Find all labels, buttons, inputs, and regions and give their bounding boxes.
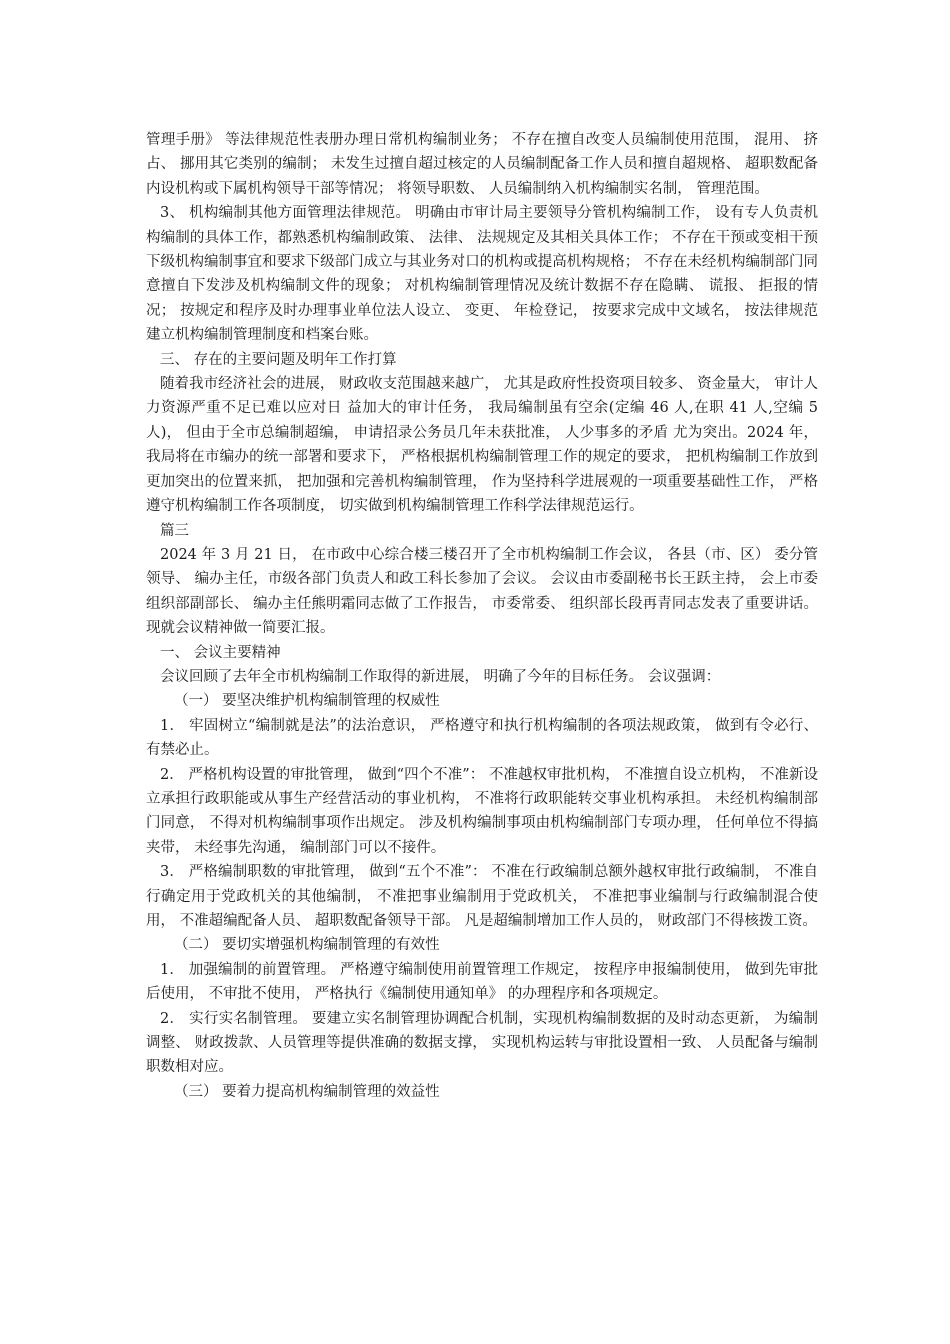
paragraph: 随着我市经济社会的进展， 财政收支范围越来越广， 尤其是政府性投资项目较多、 资金量大， 审计人力资源严重不足已难以应对日 益加大的审计任务， 我局编制虽有空余(定编 46 人,在职 41 人,空编 5 人)， 但由于全市总编制超编， 申请招录公务员几年未获批准， 人少事多的矛盾 尤为突出。2024 年， 我局将在市编办的统一部署和要求下， 严格根据机构编制管理工作的规定的要求， 把机构编制工作放到更加突出的位置来抓， 把加强和完善机构编制管理， 作为坚持科学进展观的一项重要基础性工作， 严格遵守机构编制工作各项制度， 切实做到机构编制管理工作科学法律规范运行。 (146, 376, 818, 515)
paragraph: 1． 加强编制的前置管理。 严格遵守编制使用前置管理工作规定， 按程序申报编制使用， 做到先审批后使用， 不审批不使用， 严格执行《编制使用通知单》 的办理程序和各项规定。 (146, 961, 818, 1003)
paragraph: 1． 牢固树立“编制就是法”的法治意识， 严格遵守和执行机构编制的各项法规政策， 做到有令必行、 有禁必止。 (146, 717, 818, 759)
section-heading: 三、 存在的主要问题及明年工作打算 (160, 351, 397, 368)
paragraph: 2． 严格机构设置的审批管理， 做到“四个不准”： 不准越权审批机构， 不准擅自设立机构， 不准新设立承担行政职能或从事生产经营活动的事业机构， 不准将行政职能转交事业机构承担。 未经机构编制部门同意， 不得对机构编制事项作出规定。 涉及机构编制事项由机构编制部门专项办理， 任何单位不得搞夹带， 未经事先沟通， 编制部门可以不接件。 (146, 766, 818, 856)
subsection-heading: （一） 要坚决维护机构编制管理的权威性 (174, 693, 440, 710)
section-heading: 篇三 (160, 522, 189, 539)
paragraph: 会议回顾了去年全市机构编制工作取得的新进展， 明确了今年的目标任务。 会议强调： (160, 668, 721, 685)
paragraph: 管理手册》 等法律规范性表册办理日常机构编制业务； 不存在擅自改变人员编制使用范围， 混用、 挤占、 挪用其它类别的编制； 未发生过擅自超过核定的人员编制配备工作人员和擅自超规格、 超职数配备内设机构或下属机构领导干部等情况； 将领导职数、 人员编制纳入机构编制实名制， 管理范围。 (146, 132, 818, 197)
paragraph: 2． 实行实名制管理。 要建立实名制管理协调配合机制，实现机构编制数据的及时动态更新， 为编制调整、 财政拨款、人员管理等提供准确的数据支撑， 实现机构运转与审批设置相一致、 人员配备与编制职数相对应。 (146, 1010, 818, 1076)
paragraph: 3． 严格编制职数的审批管理， 做到“五个不准”： 不准在行政编制总额外越权审批行政编制， 不准自行确定用于党政机关的其他编制， 不准把事业编制用于党政机关， 不准把事业编制与行政编制混合使用， 不准超编配备人员、 超职数配备领导干部。 凡是超编制增加工作人员的， 财政部门不得核拨工资。 (146, 864, 818, 929)
paragraph: 2024 年 3 月 21 日， 在市政中心综合楼三楼召开了全市机构编制工作会议， 各县（市、区） 委分管领导、 编办主任，市级各部门负责人和政工科长参加了会议。 会议由市委副秘书长王跃主持， 会上市委组织部副部长、 编办主任熊明霜同志做了工作报告， 市委常委、 组织部长段再青同志发表了重要讲话。 现就会议精神做一简要汇报。 (146, 546, 818, 637)
document-body (146, 128, 818, 1104)
subsection-heading: （三） 要着力提高机构编制管理的效益性 (174, 1083, 440, 1100)
section-heading: 一、 会议主要精神 (160, 644, 281, 661)
subsection-heading: （二） 要切实增强机构编制管理的有效性 (174, 937, 440, 954)
paragraph: 3、 机构编制其他方面管理法律规范。 明确由市审计局主要领导分管机构编制工作， 设有专人负责机构编制的具体工作，都熟悉机构编制政策、 法律、 法规规定及其相关具体工作； 不存在干预或变相干预下级机构编制事宜和要求下级部门成立与其业务对口的机构或提高机构规格； 不存在未经机构编制部门同意擅自下发涉及机构编制文件的现象； 对机构编制管理情况及统计数据不存在隐瞒、 谎报、 拒报的情况； 按规定和程序及时办理事业单位法人设立、 变更、 年检登记， 按要求完成中文域名， 按法律规范建立机构编制管理制度和档案台账。 (146, 205, 818, 344)
